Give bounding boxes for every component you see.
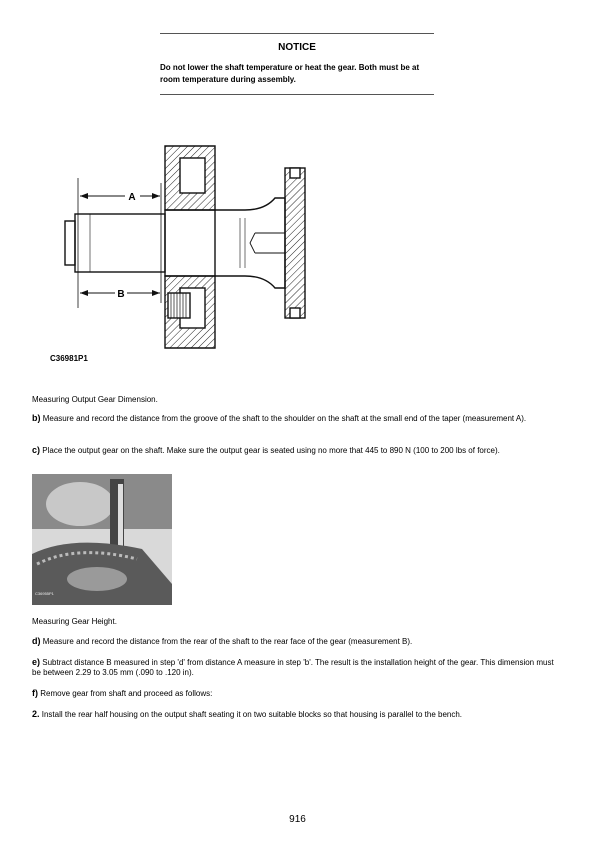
step-f-text: Remove gear from shaft and proceed as follows: [40, 689, 213, 698]
step-d [32, 636, 560, 647]
step-e-text: Subtract distance B measured in step 'd' from distance A measure in step 'b'. The result is the installation height of the gear. This dimension must be between 2.29 to 3.05 mm (.090 to .120 in). [32, 658, 554, 677]
notice-text: Do not lower the shaft temperature or heat the gear. Both must be at room temperature during assembly. [160, 63, 420, 84]
step-c [32, 445, 560, 456]
notice-top-rule [160, 33, 434, 34]
step-2-number: 2. [32, 709, 40, 719]
step-2-text: Install the rear half housing on the output shaft seating it on two suitable blocks so that housing is parallel to the bench. [41, 710, 463, 719]
step-c-letter: c) [32, 445, 41, 455]
step-b-text: Measure and record the distance from the groove of the shaft to the shoulder on the shaft at the small end of the taper (measurement A). [42, 414, 527, 423]
step-d-letter: d) [32, 636, 41, 646]
figure1-caption: Measuring Output Gear Dimension. [32, 395, 158, 404]
figure2-caption: Measuring Gear Height. [32, 617, 117, 626]
step-f [32, 688, 560, 699]
notice-title: NOTICE [278, 42, 316, 53]
step-e-letter: e) [32, 657, 41, 667]
notice-bottom-rule [160, 94, 434, 95]
step-b [32, 413, 560, 424]
gear-height-photo [32, 474, 172, 605]
step-c-text: Place the output gear on the shaft. Make sure the output gear is seated using no more that 445 to 890 N (100 to 200 lbs of force). [42, 446, 500, 455]
dimension-b-label: B [117, 289, 125, 300]
step-e [32, 657, 560, 678]
output-gear-dimension-drawing [40, 138, 340, 368]
step-2 [32, 709, 560, 720]
dimension-a-label: A [128, 192, 136, 203]
notice-box [160, 33, 434, 95]
figure1-code: C36981P1 [50, 354, 88, 363]
figure2-code: C36955P1 [35, 591, 54, 596]
step-d-text: Measure and record the distance from the rear of the shaft to the rear face of the gear (measurement B). [42, 637, 413, 646]
step-f-letter: f) [32, 688, 38, 698]
step-b-letter: b) [32, 413, 41, 423]
page-number: 916 [289, 814, 306, 825]
